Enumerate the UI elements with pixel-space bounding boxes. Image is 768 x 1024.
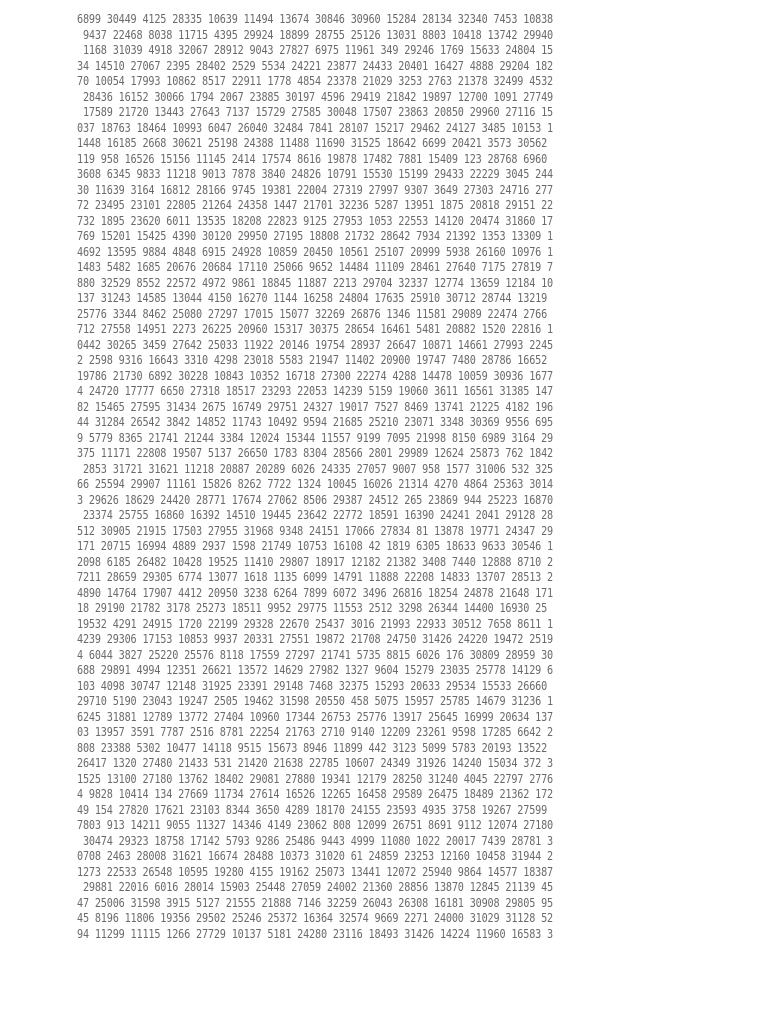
text-line: 28436 16152 30066 1794 2067 23885 30197 4596 29419 21842 19897 12700 1091 27749 — [77, 89, 554, 104]
text-line: 103 4098 30747 12148 31925 23391 29148 7468 32375 15293 20633 29534 15533 26660 — [77, 678, 548, 693]
text-line: 1448 16185 2668 30621 25198 24388 11488 11690 31525 18642 6699 20421 3573 30562 — [77, 136, 548, 150]
text-line: 82 15465 27595 31434 2675 16749 29751 24327 19017 7527 8469 13741 21225 4182 196 — [77, 399, 554, 414]
text-line: 30 11639 3164 16812 28166 9745 19381 22004 27319 27997 9307 3649 27303 24716 277 — [77, 182, 554, 197]
text-line: 4692 13595 9884 4848 6915 24928 10859 20450 10561 25107 20999 5938 26160 10976 1 — [77, 244, 554, 259]
text-line: 70 10054 17993 10862 8517 22911 1778 4854 23378 21029 3253 2763 21378 32499 4532 — [77, 74, 554, 88]
text-line: 44 31284 26542 3842 14852 11743 10492 9594 21685 25210 23071 3348 30369 9556 695 — [77, 415, 554, 429]
text-line: 688 29891 4994 12351 26621 13572 14629 27982 1327 9604 15279 23035 25778 14129 6 — [77, 663, 554, 677]
text-line: 2853 31721 31621 11218 20887 20289 6026 24335 27057 9007 958 1577 31006 532 325 — [77, 461, 554, 476]
text-line: 7803 913 14211 9055 11327 14346 4149 23062 808 12099 26751 8691 9112 12074 27180 — [77, 818, 554, 832]
text-line: 25776 3344 8462 25080 27297 17015 15077 32269 26876 1346 11581 29089 22474 2766 — [77, 306, 548, 321]
text-line: 1483 5482 1685 20676 20684 17110 25066 9652 14484 11109 28461 27640 7175 27819 7 — [77, 260, 554, 274]
text-line: 880 32529 8552 22572 4972 9861 18845 11887 2213 29704 32337 12774 13659 12184 10 — [77, 275, 554, 290]
text-line: 3 29626 18629 24420 28771 17674 27062 8506 29387 24512 265 23869 944 25223 16870 — [77, 492, 554, 507]
text-line: 119 958 16526 15156 11145 2414 17574 8616 19878 17482 7881 15409 123 28768 6960 — [77, 151, 548, 166]
text-line: 29710 5190 23043 19247 2505 19462 31598 20550 458 5075 15957 25785 14679 31236 1 — [77, 694, 554, 708]
text-line: 72 23495 23101 22805 21264 24358 1447 21701 32236 5287 13951 1875 20818 29151 22 — [77, 198, 554, 212]
text-line: 4890 14764 17907 4412 20950 3238 6264 7899 6072 3496 26816 18254 24878 21648 171 — [77, 585, 554, 600]
text-line: 19786 21730 6892 30228 10843 10352 16718 27300 22274 4288 14478 10059 30936 1677 — [77, 368, 554, 383]
text-line: 037 18763 18464 10993 6047 26040 32484 7841 28107 15217 29462 24127 3485 10153 1 — [77, 120, 554, 135]
text-line: 712 27558 14951 2273 26225 20960 15317 30375 28654 16461 5481 20882 1520 22816 1 — [77, 322, 554, 336]
text-line: 45 8196 11806 19356 29502 25246 25372 16364 32574 9669 2271 24000 31029 31128 52 — [77, 911, 554, 925]
text-line: 137 31243 14585 13044 4150 16270 1144 16258 24804 17635 25910 30712 28744 13219 — [77, 291, 548, 305]
text-line: 732 1895 23620 6011 13535 18208 22823 9125 27953 1053 22553 14120 20474 31860 17 — [77, 213, 554, 228]
text-line: 19532 4291 24915 1720 22199 29328 22670 25437 3016 21993 22933 30512 7658 8611 1 — [77, 616, 554, 631]
text-line: 9437 22468 8038 11715 4395 29924 18899 28755 25126 13031 8803 10418 13742 29940 — [77, 27, 554, 42]
text-line: 30474 29323 18758 17142 5793 9286 25486 9443 4999 11080 1022 20017 7439 28781 3 — [77, 833, 554, 848]
text-line: 512 30905 21915 17503 27955 31968 9348 24151 17066 27834 81 13878 19771 24347 29 — [77, 523, 554, 538]
text-line: 171 20715 16994 4889 2937 1598 21749 10753 16108 42 1819 6305 18633 9633 30546 1 — [77, 539, 554, 553]
text-line: 808 23388 5302 10477 14118 9515 15673 8946 11899 442 3123 5099 5783 20193 13522 — [77, 740, 548, 755]
text-line: 94 11299 11115 1266 27729 10137 5181 24280 23116 18493 31426 14224 11960 16583 3 — [77, 926, 554, 941]
text-line: 17589 21720 13443 27643 7137 15729 27585 30048 17507 23863 20850 29960 27116 15 — [77, 105, 554, 119]
text-line: 18 29190 21782 3178 25273 18511 9952 29775 11553 2512 3298 26344 14400 16930 25 — [77, 601, 548, 615]
text-line: 34 14510 27067 2395 28402 2529 5534 24221 23877 24433 20401 16427 4888 29204 182 — [77, 58, 554, 73]
text-line: 23374 25755 16860 16392 14510 19445 23642 22772 18591 16390 24241 2041 29128 28 — [77, 508, 554, 522]
text-line: 7211 28659 29305 6774 13077 1618 1135 6099 14791 11888 22208 14833 13707 28513 2 — [77, 570, 554, 584]
text-line: 2098 6185 26482 10428 19525 11410 29807 18917 12182 21382 3408 7440 12888 8710 2 — [77, 554, 554, 569]
text-line: 769 15201 15425 4390 30120 29950 27195 18808 21732 28642 7934 21392 1353 13309 1 — [77, 229, 554, 243]
text-line: 1273 22533 26548 10595 19280 4155 19162 25073 13441 12072 25940 9864 14577 18387 — [77, 864, 554, 879]
text-line: 0708 2463 28008 31621 16674 28488 10373 31020 61 24859 23253 12160 10458 31944 2 — [77, 849, 554, 863]
text-line: 6245 31881 12789 13772 27404 10960 17344 26753 25776 13917 25645 16999 20634 137 — [77, 709, 554, 724]
text-line: 1525 13100 27180 13762 18402 29081 27880 19341 12179 28250 31240 4045 22797 2776 — [77, 771, 554, 786]
text-line: 2 2598 9316 16643 3310 4298 23018 5583 21947 11402 20900 19747 7480 28786 16652 — [77, 353, 548, 367]
number-text-block — [77, 12, 697, 942]
text-line: 4 9828 10414 134 27669 11734 27614 16526 12265 16458 29589 26475 18489 21362 172 — [77, 787, 554, 801]
text-line: 03 13957 3591 7787 2516 8781 22254 21763 2710 9140 12209 23261 9598 17285 6642 2 — [77, 725, 554, 739]
text-line: 1168 31039 4918 32067 28912 9043 27827 6975 11961 349 29246 1769 15633 24804 15 — [77, 43, 554, 57]
text-line: 26417 1320 27480 21433 531 21420 21638 22785 10607 24349 31926 14240 15034 372 3 — [77, 756, 554, 770]
text-line: 47 25006 31598 3915 5127 21555 21888 7146 32259 26043 26308 16181 30908 29805 95 — [77, 895, 554, 910]
text-line: 66 25594 29907 11161 15826 8262 7722 1324 10045 16026 21314 4270 4864 25363 3014 — [77, 477, 554, 491]
text-line: 4 6044 3827 25220 25576 8118 17559 27297 21741 5735 8815 6026 176 30809 28959 30 — [77, 647, 554, 662]
text-line: 4239 29306 17153 10853 9937 20331 27551 19872 21708 24750 31426 24220 19472 2519 — [77, 632, 554, 646]
text-line: 3608 6345 9833 11218 9013 7878 3840 24826 10791 15530 15199 29433 22229 3045 244 — [77, 167, 554, 181]
text-line: 9 5779 8365 21741 21244 3384 12024 15344 11557 9199 7095 21998 8150 6989 3164 29 — [77, 430, 554, 445]
text-line: 49 154 27820 17621 23103 8344 3650 4289 18170 24155 23593 4935 3758 19267 27599 — [77, 802, 548, 817]
text-line: 4 24720 17777 6650 27318 18517 23293 22053 14239 5159 19060 3611 16561 31385 147 — [77, 384, 554, 398]
text-line: 6899 30449 4125 28335 10639 11494 13674 30846 30960 15284 28134 32340 7453 10838 — [77, 12, 554, 26]
text-line: 375 11171 22808 19507 5137 26650 1783 8304 28566 2801 29989 12624 25873 762 1842 — [77, 446, 554, 460]
text-line: 29881 22016 6016 28014 15903 25448 27059 24002 21360 28856 13870 12845 21139 45 — [77, 880, 554, 894]
text-line: 0442 30265 3459 27642 25033 11922 20146 19754 28937 26647 10871 14661 27993 2245 — [77, 337, 554, 352]
